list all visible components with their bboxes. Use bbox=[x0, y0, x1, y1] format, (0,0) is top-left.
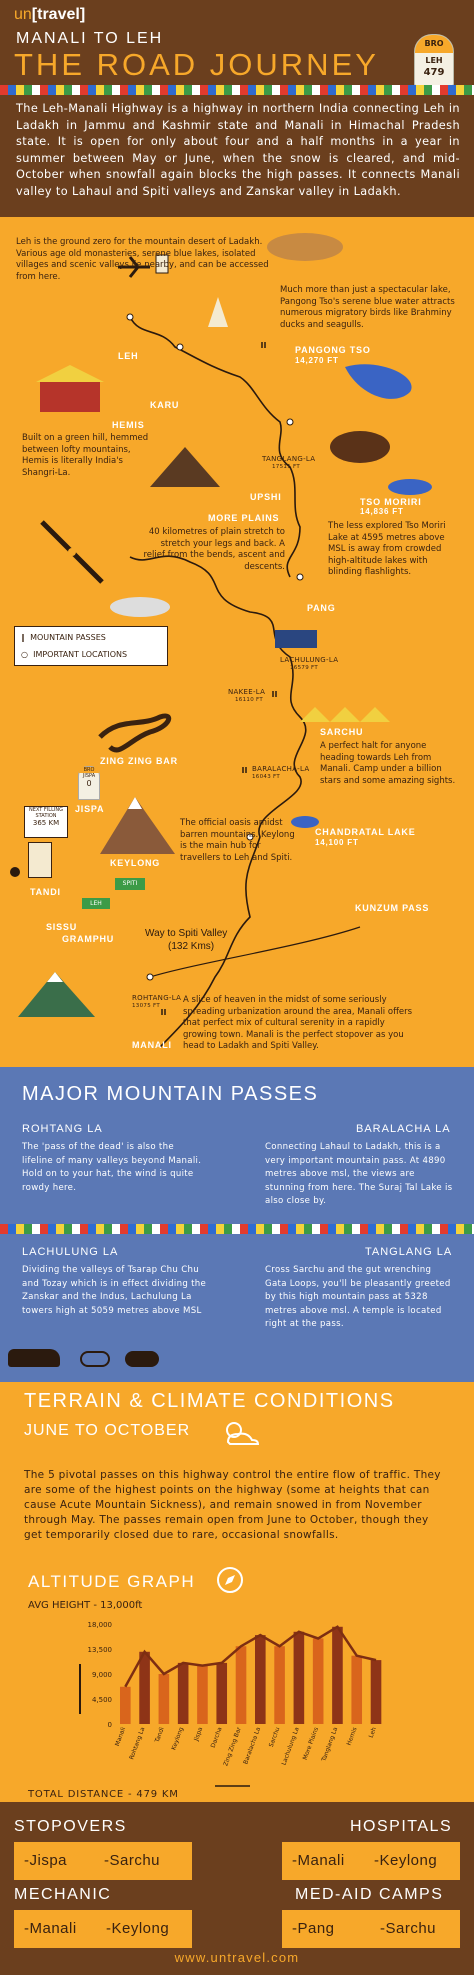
y-tick-label: 0 bbox=[107, 1721, 112, 1729]
x-tick-label: Sarchu bbox=[267, 1726, 282, 1749]
x-tick-label: Hemis bbox=[345, 1726, 359, 1747]
manali-description: A slice of heaven in the midst of some seriously spreading urbanization around the area, Manali offers that perfect mix of cultural serenity in a rapidly growing town. Manali is the perfect stopover as you head to Ladakh and Spiti Valley. bbox=[183, 995, 413, 1051]
pangong-altitude: 14,270 FT bbox=[295, 356, 339, 365]
x-tick-label: Tanglang La bbox=[320, 1726, 340, 1763]
pass-markers bbox=[162, 342, 276, 1015]
map-legend bbox=[14, 626, 168, 666]
motorbike-icon-passes bbox=[125, 1351, 159, 1367]
season-label: JUNE TO OCTOBER bbox=[24, 1422, 191, 1439]
jispa-stone-km: 0 bbox=[86, 779, 92, 788]
chart-bar bbox=[139, 1652, 150, 1724]
intro-section bbox=[0, 95, 474, 217]
legend-passes: ‖ MOUNTAIN PASSES bbox=[21, 633, 106, 642]
tso-moriri-altitude: 14,836 FT bbox=[360, 507, 404, 516]
karu-stupa-icon bbox=[208, 297, 228, 327]
loops-icon bbox=[100, 716, 169, 750]
lachulung-altitude: 16579 FT bbox=[290, 665, 319, 671]
more-plains-description: 40 kilometres of plain stretch to stretch your legs and back. A relief from the bends, ascent and descents. bbox=[143, 527, 285, 572]
chart-bar bbox=[274, 1646, 285, 1724]
sissu-label: SISSU bbox=[46, 922, 78, 932]
jispa-milestone-icon bbox=[78, 766, 100, 800]
rohtang-body: The 'pass of the dead' is also the lifeline of many valleys beyond Manali. Hold on to your hat, the wind is quite rowdy here. bbox=[22, 1142, 202, 1193]
gramphu-label: GRAMPHU bbox=[62, 934, 115, 944]
baralacha-body: Connecting Lahaul to Ladakh, this is a very important mountain pass. At 4890 metres above msl, the views are stunning from here. The Suraj Tal Lake is also close by. bbox=[265, 1142, 453, 1206]
x-tick-label: Zing Zing Bar bbox=[222, 1726, 243, 1768]
sarchu-description: A perfect halt for anyone heading towards Leh from Manali. Camp under a billion stars and some amazing sights. bbox=[320, 741, 456, 786]
keylong-label: KEYLONG bbox=[110, 858, 161, 868]
passes-heading: MAJOR MOUNTAIN PASSES bbox=[22, 1083, 319, 1105]
y-tick-label: 9,000 bbox=[91, 1671, 112, 1679]
jispa-stone-org: BRO bbox=[79, 767, 99, 773]
baralacha-altitude: 16043 FT bbox=[252, 774, 281, 780]
brand-name: [travel] bbox=[31, 6, 86, 23]
hemis-monastery-roof bbox=[36, 365, 104, 382]
medaid-sarchu: -Sarchu bbox=[380, 1920, 437, 1937]
rohtang-label: ROHTANG-LA bbox=[132, 994, 182, 1002]
mountain-snow-manali bbox=[47, 972, 63, 982]
x-tick-label: Tandi bbox=[153, 1726, 166, 1744]
more-plains-label: MORE PLAINS bbox=[208, 513, 280, 523]
brand-prefix: un bbox=[14, 6, 32, 23]
milestone-place: LEH bbox=[425, 56, 443, 65]
leh-label: LEH bbox=[118, 351, 139, 361]
car-icon bbox=[8, 1349, 60, 1367]
terrain-heading: TERRAIN & CLIMATE CONDITIONS bbox=[24, 1390, 395, 1412]
chart-bar bbox=[216, 1663, 227, 1724]
hospitals-box bbox=[282, 1842, 460, 1880]
chart-footer: TOTAL DISTANCE - 479 KM bbox=[28, 1789, 179, 1800]
camel-icon bbox=[267, 233, 343, 261]
lachulung-label: LACHULUNG-LA bbox=[280, 656, 339, 664]
prayer-flags-divider bbox=[0, 85, 474, 95]
nakee-altitude: 16110 FT bbox=[235, 697, 264, 703]
yak-icon bbox=[330, 431, 390, 463]
chart-bar bbox=[120, 1687, 131, 1724]
jeep-icon bbox=[275, 630, 317, 648]
prayer-flags-passes bbox=[0, 1224, 474, 1234]
pangong-description: Much more than just a spectacular lake, Pangong Tso's serene blue water attracts numerous migratory birds like Brahminy ducks and seagulls. bbox=[280, 285, 455, 330]
fuel-pump-icon bbox=[28, 842, 52, 878]
x-tick-label: Keylong bbox=[170, 1726, 186, 1752]
leh-signboard: LEH bbox=[82, 898, 110, 909]
med-aid-box bbox=[282, 1910, 460, 1948]
motorbike-icon bbox=[10, 867, 20, 877]
tanglang-altitude: 17511 FT bbox=[272, 464, 301, 470]
leh-description: Leh is the ground zero for the mountain desert of Ladakh. Various age old monasteries, serene blue lakes, isolated villages and scenic valleys lie nearby, and can be accessed from here. bbox=[16, 237, 269, 282]
stopovers-title: STOPOVERS bbox=[14, 1818, 127, 1835]
kunzum-pass-label: KUNZUM PASS bbox=[355, 903, 430, 913]
stopover-jispa: -Jispa bbox=[24, 1852, 68, 1869]
med-aid-title: MED-AID CAMPS bbox=[295, 1886, 444, 1903]
milestone-km: 479 bbox=[423, 67, 445, 78]
mechanic-title: MECHANIC bbox=[14, 1886, 112, 1903]
hospital-manali: -Manali bbox=[292, 1852, 345, 1869]
medaid-pang: -Pang bbox=[292, 1920, 335, 1937]
baralacha-label: BARALACHA-LA bbox=[252, 765, 310, 773]
rohtang-altitude: 13075 FT bbox=[132, 1003, 161, 1009]
snow-leopard-icon bbox=[110, 597, 170, 617]
stopover-sarchu: -Sarchu bbox=[104, 1852, 161, 1869]
website-link[interactable]: www.untravel.com bbox=[174, 1950, 300, 1965]
tents-icon bbox=[300, 707, 390, 722]
hospital-keylong: -Keylong bbox=[374, 1852, 438, 1869]
x-tick-label: Manali bbox=[113, 1726, 128, 1748]
x-tick-label: Rohtang La bbox=[128, 1726, 147, 1761]
chart-title: ALTITUDE GRAPH bbox=[28, 1572, 196, 1591]
x-tick-label: Jispa bbox=[192, 1726, 205, 1742]
stopovers-box bbox=[14, 1842, 192, 1880]
chart-bar bbox=[255, 1635, 266, 1724]
legend-locations: ○ IMPORTANT LOCATIONS bbox=[21, 650, 128, 659]
x-tick-label: Baralacha La bbox=[242, 1726, 263, 1766]
y-tick-label: 13,500 bbox=[87, 1646, 112, 1654]
pang-label: PANG bbox=[307, 603, 336, 613]
x-tick-label: Darcha bbox=[209, 1726, 224, 1749]
tso-moriri-description: The less explored Tso Moriri Lake at 4595 metres above MSL is away from crowded high-altitude lakes with blinding flashlights. bbox=[328, 521, 446, 577]
page-title: THE ROAD JOURNEY bbox=[14, 47, 379, 82]
karu-label: KARU bbox=[150, 400, 180, 410]
y-tick-label: 18,000 bbox=[87, 1621, 112, 1629]
nakee-label: NAKEE-LA bbox=[228, 688, 266, 696]
weather-icon bbox=[218, 1416, 262, 1450]
page-subtitle: MANALI TO LEH bbox=[16, 30, 164, 47]
chandratal-label: CHANDRATAL LAKE bbox=[315, 827, 416, 837]
milestone-icon bbox=[414, 34, 454, 86]
jispa-stone-place: JISPA bbox=[82, 773, 96, 779]
brand-logo[interactable] bbox=[14, 6, 85, 24]
mechanic-keylong: -Keylong bbox=[106, 1920, 170, 1937]
more-plains-hill-icon bbox=[150, 447, 220, 487]
fuel-sign-line2: STATION bbox=[35, 813, 57, 819]
fuel-sign-line1: NEXT FILLING bbox=[29, 807, 63, 813]
fuel-station-sign bbox=[24, 806, 68, 838]
tso-moriri-label: TSO MORIRI bbox=[360, 497, 422, 507]
mechanic-box bbox=[14, 1910, 192, 1948]
terrain-body: The 5 pivotal passes on this highway control the entire flow of traffic. They are some of the highest points on the highway (some at heights that can cause Acute Mountain Sickness), and remain snowed in from November through May. The passes remain open from June to October, though they get temporarily closed due to rare, occasional snowfalls. bbox=[24, 1469, 441, 1541]
x-tick-label: Lachulung La bbox=[280, 1726, 301, 1767]
sarchu-label: SARCHU bbox=[320, 727, 364, 737]
altitude-chart bbox=[0, 1614, 474, 1799]
chandratal-altitude: 14,100 FT bbox=[315, 838, 359, 847]
zing-zing-bar-label: ZING ZING BAR bbox=[100, 756, 178, 766]
tandi-label: TANDI bbox=[30, 887, 61, 897]
mountain-snow-keylong bbox=[128, 797, 142, 809]
rohtang-title: ROHTANG LA bbox=[22, 1123, 103, 1135]
hemis-monastery-icon bbox=[40, 382, 100, 412]
x-tick-label: Leh bbox=[367, 1726, 378, 1739]
mechanic-manali: -Manali bbox=[24, 1920, 77, 1937]
tanglang-label: TANGLANG-LA bbox=[262, 455, 316, 463]
bicycle-icon bbox=[80, 1351, 110, 1367]
pangong-label: PANGONG TSO bbox=[295, 345, 371, 355]
manali-label: MANALI bbox=[132, 1040, 172, 1050]
lachulung-body: Dividing the valleys of Tsarap Chu Chu and Tozay which is in effect dividing the Zanskar and the Indus, Lachulung La towers high at 5059 metres above MSL bbox=[22, 1265, 207, 1316]
chart-subtitle: AVG HEIGHT - 13,000ft bbox=[28, 1600, 143, 1611]
spiti-valley-label: Way to Spiti Valley bbox=[145, 928, 228, 939]
spiti-signboard: SPITI bbox=[115, 878, 145, 890]
tso-moriri-lake-icon bbox=[388, 479, 432, 495]
chart-bar bbox=[178, 1663, 189, 1724]
chart-bar bbox=[351, 1656, 362, 1724]
intro-text: The Leh-Manali Highway is a highway in northern India connecting Leh in Ladakh in Jammu and Kashmir state and Manali in Himachal Pradesh state. It is open for only about four and a half months in a year in summer between May or June, when the snow is cleared, and mid-October when snowfall again blocks the high passes. It connects Manali valley to Lahaul and Spiti valleys and Zanskar valley in Ladakh. bbox=[16, 102, 460, 198]
chart-bar bbox=[371, 1660, 382, 1724]
chart-bar bbox=[313, 1638, 324, 1724]
milestone-org: BRO bbox=[415, 35, 453, 53]
y-tick-label: 4,500 bbox=[91, 1696, 112, 1704]
upshi-label: UPSHI bbox=[250, 492, 282, 502]
fuel-sign-line3: 365 KM bbox=[32, 819, 60, 827]
chart-bar bbox=[236, 1646, 247, 1724]
chart-bar bbox=[294, 1632, 305, 1724]
jispa-label: JISPA bbox=[75, 804, 105, 814]
passes-section bbox=[0, 1067, 474, 1382]
hospitals-title: HOSPITALS bbox=[350, 1818, 453, 1835]
tanglang-body: Cross Sarchu and the gut wrenching Gata Loops, you'll be pleasantly greeted by this high mountain pass at 5328 metres above msl. A temple is located right at the pass. bbox=[265, 1265, 451, 1329]
tanglang-title: TANGLANG LA bbox=[365, 1246, 453, 1258]
header bbox=[0, 0, 474, 85]
chart-bar bbox=[332, 1627, 343, 1724]
pangong-lake-icon bbox=[345, 364, 412, 399]
hemis-description: Built on a green hill, hemmed between lofty mountains, Hemis is literally India's Shangri-La. bbox=[22, 433, 149, 478]
x-tick-label: More Plains bbox=[301, 1726, 321, 1761]
lachulung-title: LACHULUNG LA bbox=[22, 1246, 119, 1258]
hemis-label: HEMIS bbox=[112, 420, 145, 430]
chart-bar bbox=[197, 1666, 208, 1724]
keylong-description: The official oasis amidst barren mountains. Keylong is the main hub for travellers to Leh and Spiti. bbox=[180, 818, 295, 863]
compass-small-icon bbox=[216, 1566, 244, 1594]
baralacha-title: BARALACHA LA bbox=[356, 1123, 451, 1135]
chart-bar bbox=[159, 1674, 170, 1724]
spiti-valley-distance: (132 Kms) bbox=[168, 941, 215, 952]
